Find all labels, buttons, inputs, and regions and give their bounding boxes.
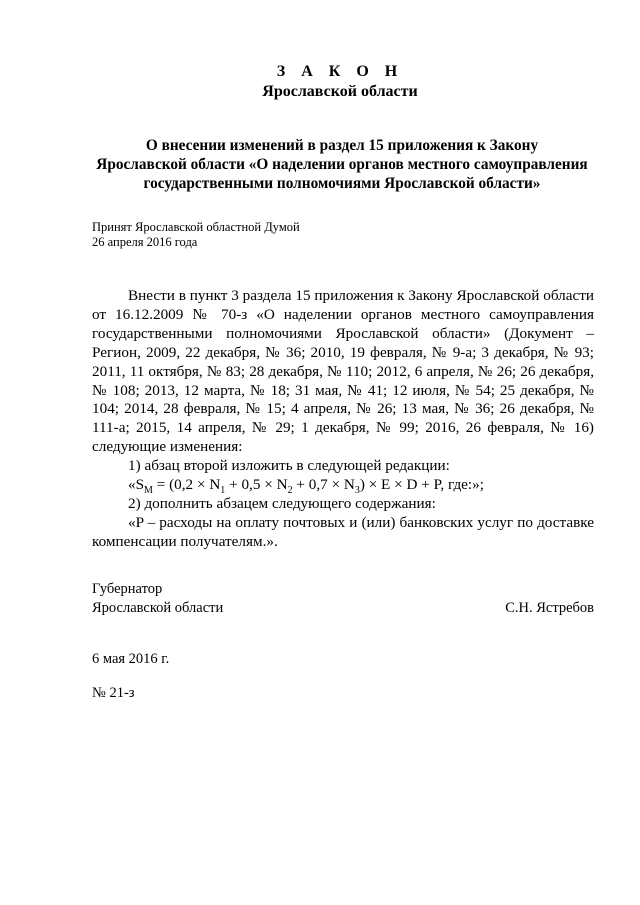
subject-line: Ярославской области «О наделении органов местного самоуправления [96, 156, 588, 173]
signatory-name: С.Н. Ястребов [505, 599, 594, 616]
subject-line: государственными полномочиями Ярославской области» [143, 175, 541, 192]
law-header [0, 62, 640, 102]
signatory-region: Ярославской области [92, 599, 224, 616]
signing-date: 6 мая 2016 г. [92, 651, 170, 667]
law-number: № 21-з [92, 685, 135, 701]
signatory-position: Губернатор [92, 581, 163, 597]
amendment-item-2: 2) дополнить абзацем следующего содержания: [128, 494, 436, 512]
body-intro: Внести в пункт 3 раздела 15 приложения к Закону Ярославской области от 16.12.2009 № 70-з «О наделении органов местного самоуправления государственными полномочиями Ярославской области» (Документ – Регион, 2009, 22 декабря, № 36; 2010, 19 февраля, № 9-а; 3 декабря, № 93; 2011, 11 октября, № 83; 28 декабря, № 110; 2012, 6 апреля, № 26; 26 декабря, № 108; 2013, 12 марта, № 18; 31 мая, № 41; 12 июля, № 54; 25 декабря, № 104; 2014, 28 февраля, № 15; 4 апреля, № 26; 13 мая, № 36; 26 декабря, № 111-а; 2015, 14 апреля, № 29; 1 декабря, № 99; 2016, 26 февраля, № 16) следующие изменения: [92, 287, 594, 456]
law-subject [92, 136, 592, 193]
region-title: Ярославской области [262, 83, 418, 100]
adoption-note [92, 220, 300, 250]
signature-block [92, 580, 594, 617]
adoption-line: Принят Ярославской областной Думой [92, 220, 300, 234]
subject-line: О внесении изменений в раздел 15 приложения к Закону [145, 137, 539, 154]
formula: «$S_M = (0,2 \times N_1 + 0,5 \times N_2 + 0,7 \times N_3) \times E \times D + P$, где:»; [128, 476, 484, 497]
amendment-item-1: 1) абзац второй изложить в следующей редакции: [128, 457, 450, 475]
added-paragraph: «P – расходы на оплату почтовых и (или) банковских услуг по доставке компенсации получателям.». [92, 513, 594, 550]
law-title: З А К О Н [276, 63, 404, 80]
law-body [92, 287, 594, 552]
adoption-date: 26 апреля 2016 года [92, 235, 198, 249]
